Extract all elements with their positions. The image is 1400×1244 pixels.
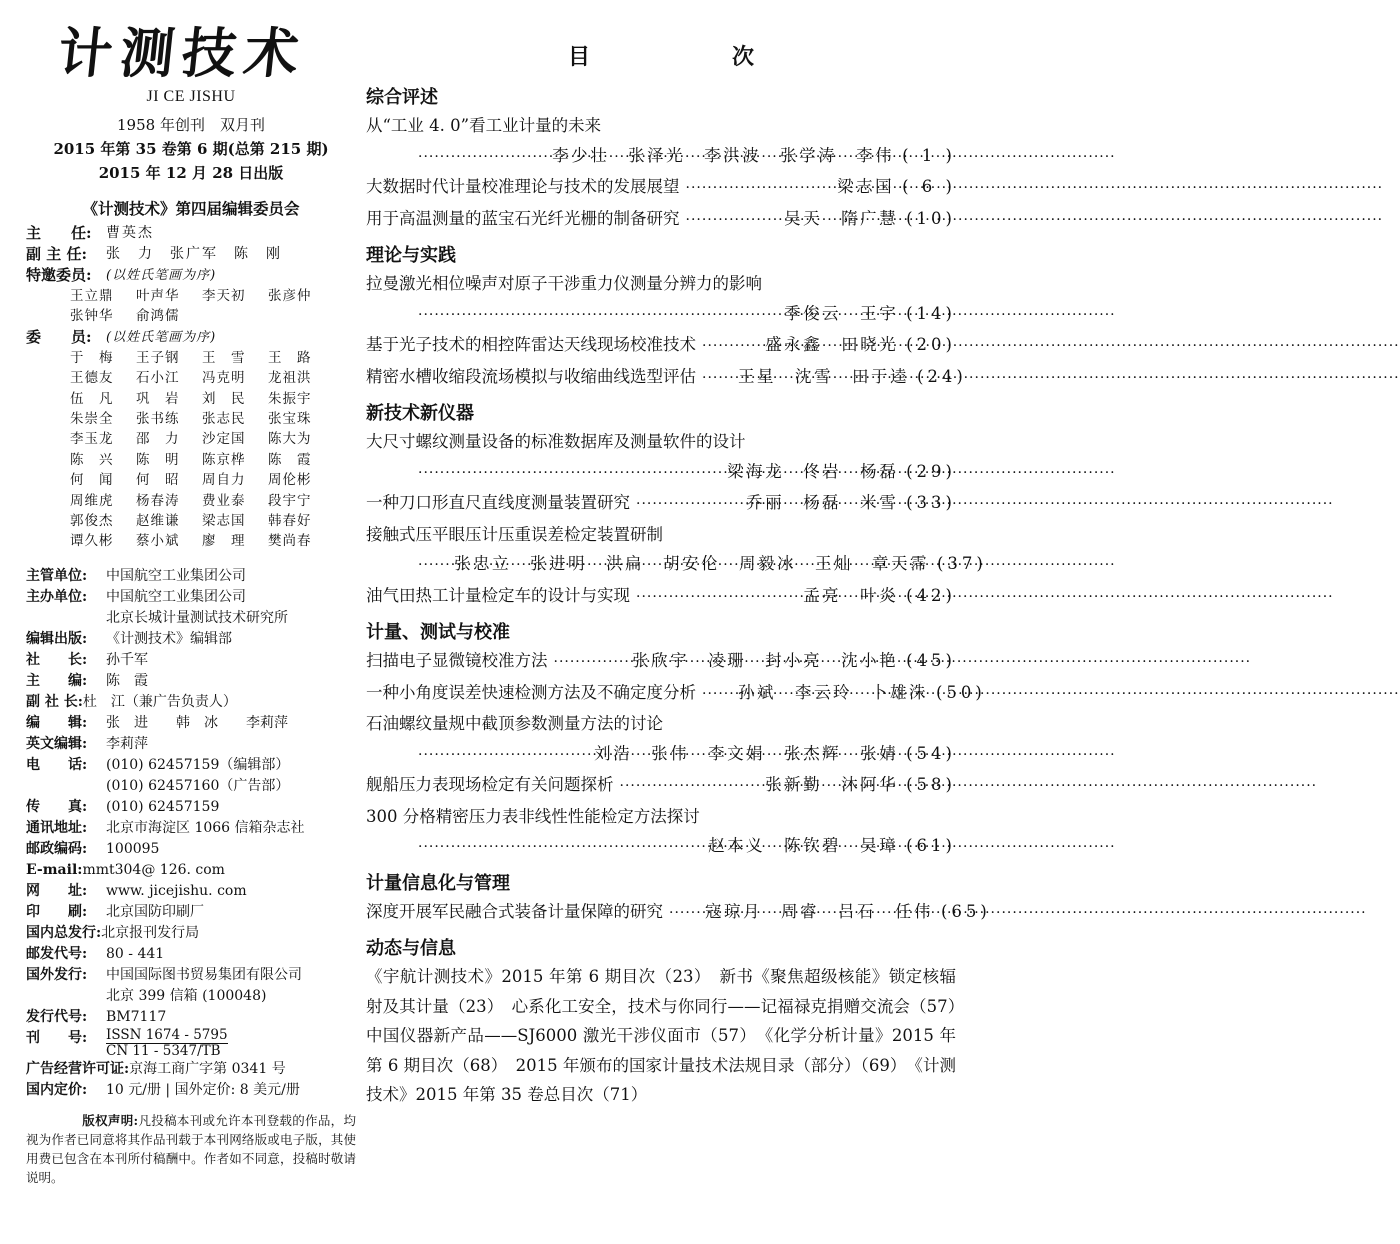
leader-dots <box>636 490 740 520</box>
toc-entry-page: (65) <box>941 901 991 921</box>
toc-entry-page: (10) <box>906 208 956 228</box>
toc-section-title: 计量、测试与校准 <box>366 622 510 643</box>
board-member: 谭久彬 <box>70 533 114 550</box>
board-member: 沙定国 <box>202 431 246 448</box>
board-member: 陈 兴 <box>70 451 114 468</box>
info-value: 《计测技术》编辑部 <box>106 630 232 647</box>
toc-entry-page: (14) <box>906 303 956 323</box>
board-member: 于 梅 <box>70 349 114 366</box>
price-label: 国内定价: <box>26 1081 88 1098</box>
toc-entry-authors: 王星 沈雪 田于逵 <box>738 366 909 386</box>
board-member: 王 雪 <box>202 349 246 366</box>
toc-section-title: 计量信息化与管理 <box>366 872 510 894</box>
special-member: 李天初 <box>202 288 246 304</box>
board-member: 周自力 <box>202 472 246 489</box>
info-value: 中国航空工业集团公司 <box>106 567 246 584</box>
ad-license-row <box>26 1059 356 1080</box>
leader-dots <box>418 301 778 331</box>
board-member: 陈 明 <box>136 451 180 468</box>
toc-entry-page: (54) <box>906 743 956 763</box>
info-label <box>26 608 106 629</box>
toc-entry-authors: 吴天 隋广慧 <box>784 208 899 228</box>
toc-entry[interactable] <box>366 581 956 613</box>
info-label: 主办单位: <box>26 588 88 605</box>
board-member: 巩 岩 <box>136 390 180 407</box>
founded-line: 1958 年创刊 双月刊 <box>117 116 265 134</box>
leader-dots <box>702 364 732 394</box>
info-row <box>26 608 356 629</box>
info-row <box>26 776 356 797</box>
toc-entry-page: (24) <box>917 366 967 386</box>
info-value: 张 进 韩 冰 李莉萍 <box>106 714 288 731</box>
leader-dots <box>418 833 702 863</box>
board-member: 伍 凡 <box>70 390 114 407</box>
copyright-notice <box>26 1111 356 1187</box>
info-label <box>26 776 106 797</box>
toc-entry-page: ( 6 ) <box>902 177 956 196</box>
toc-section-title: 动态与信息 <box>366 938 456 959</box>
board-member: 樊尚春 <box>268 533 312 550</box>
board-member: 周伦彬 <box>268 472 312 489</box>
board-member: 张书练 <box>136 411 180 428</box>
toc-entry[interactable] <box>366 770 956 802</box>
toc-entry-title: 扫描电子显微镜校准方法 <box>366 651 548 670</box>
special-member: 叶声华 <box>136 288 180 304</box>
info-value: 100095 <box>106 840 160 857</box>
toc-entry-title: 深度开展军民融合式装备计量保障的研究 <box>366 901 663 921</box>
toc-entry-authors: 张忠立 张进明 洪扁 胡安伦 周毅冰 王灿 章天霈 <box>454 554 929 573</box>
toc-entry-authors: 季俊云 王宇 <box>784 303 899 323</box>
masthead-column <box>26 18 356 1187</box>
toc-entry-authors: 寇琼月 周睿 吕石 任伟 <box>705 901 933 921</box>
board-title: 《计测技术》第四届编辑委员会 <box>82 199 300 218</box>
toc-entry[interactable] <box>366 330 956 362</box>
info-value: 李莉萍 <box>106 735 148 752</box>
toc-title: 目 次 <box>567 44 814 70</box>
toc-entry-title: 舰船压力表现场检定有关问题探析 <box>366 775 614 794</box>
leader-dots <box>418 459 721 489</box>
issn-label: 刊 号: <box>26 1029 88 1046</box>
toc-entry[interactable] <box>366 204 956 236</box>
board-special <box>26 265 356 286</box>
toc-entry-title: 油气田热工计量检定车的设计与实现 <box>366 585 630 605</box>
toc-entry-page: (20) <box>906 335 956 354</box>
toc-entry-page: (42) <box>906 585 956 605</box>
toc-section-title: 理论与实践 <box>366 245 456 266</box>
toc-entry-page: (37) <box>937 554 987 573</box>
toc-entry-authors: 张新勤 沐阿华 <box>765 775 899 794</box>
toc-entry-title[interactable]: 拉曼激光相位噪声对原子干涉重力仪测量分辨力的影响 <box>366 274 762 293</box>
info-value: (010) 62457159 <box>106 798 220 815</box>
table-of-contents <box>366 40 991 1110</box>
toc-entry-title: 精密水槽收缩段流场模拟与收缩曲线选型评估 <box>366 366 696 386</box>
board-vice-names: 张 力 张广军 陈 刚 <box>106 246 282 262</box>
toc-entry-page: (58) <box>906 775 956 794</box>
toc-entry-title: 基于光子技术的相控阵雷达天线现场校准技术 <box>366 335 696 354</box>
info-label: 印 刷: <box>26 903 88 920</box>
board-member: 何 昭 <box>136 472 180 489</box>
info-row <box>26 965 356 986</box>
info-value: BM7117 <box>106 1008 167 1025</box>
toc-entry[interactable] <box>366 831 956 863</box>
info-value: 孙千军 <box>106 651 148 668</box>
info-label: 国外发行: <box>26 966 88 983</box>
toc-entry-authors: 孟亮 叶炎 <box>803 585 899 605</box>
svg-text:计测技术: 计测技术 <box>55 21 310 85</box>
info-label: 英文编辑: <box>26 735 88 752</box>
toc-entry-title: 一种小角度误差快速检测方法及不确定度分析 <box>366 682 696 702</box>
board-members-label: 委 员: <box>26 327 92 346</box>
copyright-text: 凡投稿本刊或允许本刊登载的作品，均视为作者已同意将其作品刊载于本刊网络版或电子版，其使用费已包含在本刊所付稿酬中。作者如不同意，投稿时敬请说明。 <box>26 1112 356 1185</box>
info-value: 北京市海淀区 1066 信箱杂志社 <box>106 819 305 836</box>
toc-entry[interactable] <box>366 488 956 520</box>
board-member: 廖 理 <box>202 533 246 550</box>
info-row <box>26 587 356 608</box>
leader-dots <box>702 680 732 710</box>
info-row <box>26 692 356 713</box>
board-director <box>26 223 356 244</box>
info-label: 主管单位: <box>26 567 88 584</box>
info-value: 中国航空工业集团公司 <box>106 588 246 605</box>
board-member: 段宇宁 <box>268 492 312 509</box>
info-row <box>26 797 356 818</box>
info-value: 北京长城计量测试技术研究所 <box>106 609 288 626</box>
leader-dots <box>669 899 699 929</box>
price-row <box>26 1080 356 1101</box>
special-member: 王立鼎 <box>70 288 114 304</box>
leader-dots <box>418 143 546 173</box>
toc-entry-page: (50) <box>936 682 986 702</box>
info-label: 网 址: <box>26 882 88 899</box>
toc-entry[interactable] <box>366 457 956 489</box>
toc-entry[interactable] <box>366 299 956 331</box>
info-label: 主 编: <box>26 672 88 689</box>
board-members <box>26 327 356 348</box>
board-member: 梁志国 <box>202 513 246 530</box>
info-row <box>26 650 356 671</box>
price-value: 10 元/册 | 国外定价: 8 美元/册 <box>106 1081 300 1098</box>
toc-entry-authors: 梁志国 <box>837 177 895 196</box>
toc-entry-authors: 孙斌 李云玲 卜雄洙 <box>738 682 928 702</box>
info-value: (010) 62457160（广告部） <box>106 777 290 794</box>
board-director-label: 主 任: <box>26 224 92 242</box>
copyright-label: 版权声明: <box>82 1112 139 1128</box>
info-value: 中国国际图书贸易集团有限公司 <box>106 966 302 983</box>
toc-entry-authors: 张欣宇 凌珊 封小亮 沈小艳 <box>632 651 899 670</box>
info-row <box>26 1007 356 1028</box>
info-row <box>26 923 356 944</box>
board-member: 杨春涛 <box>136 492 180 509</box>
toc-entry-authors: 刘浩 张伟 李文娟 张杰辉 张婧 <box>594 743 899 763</box>
toc-entry-title[interactable]: 300 分格精密压力表非线性性能检定方法探讨 <box>366 806 700 826</box>
info-value: 陈 霞 <box>106 672 148 689</box>
toc-entry-authors: 李少壮 张泽光 李洪波 张学涛 李伟 <box>552 145 895 165</box>
special-members <box>26 286 356 306</box>
info-row <box>26 734 356 755</box>
board-member: 王子钢 <box>136 349 180 366</box>
info-label: 副 社 长: <box>26 693 83 710</box>
info-label: 电 话: <box>26 756 88 773</box>
leader-dots <box>686 174 832 204</box>
toc-entry-authors: 盛永鑫 田晓光 <box>765 335 899 354</box>
special-members-row2 <box>26 306 356 326</box>
publisher-info <box>26 566 356 1028</box>
leader-dots <box>418 551 448 581</box>
toc-entry-page: (45) <box>906 651 956 670</box>
info-label: 传 真: <box>26 798 88 815</box>
toc-entry[interactable] <box>366 897 991 929</box>
toc-entry[interactable] <box>366 549 987 581</box>
news-paragraph: 《宇航计测技术》2015 年第 6 期目次（23） 新书《聚焦超级核能》锁定核辐射及其计量（23） 心系化工安全，技术与你同行——记福禄克捐赠交流会（57） 中国仪器新产品——SJ6000 激光干涉仪面市（57） 《化学分析计量》2015 年第 6 期目次（68） 2015 年颁布的国家计量技术法规目录（部分）（69） 《计测技术》2015 年第 35 卷总目次（71） <box>366 967 973 1104</box>
board-member: 赵维谦 <box>136 513 180 530</box>
info-label: 邮发代号: <box>26 945 88 962</box>
board-member: 刘 民 <box>202 390 246 407</box>
toc-entry-title[interactable]: 接触式压平眼压计压重误差检定装置研制 <box>366 524 663 544</box>
toc-entry-page: (61) <box>906 836 956 855</box>
toc-entry-authors: 乔丽 杨磊 米雪 <box>746 493 899 512</box>
toc-sections <box>366 85 991 928</box>
special-member: 俞鸿儒 <box>136 308 180 325</box>
toc-entry[interactable] <box>366 141 956 173</box>
info-value: 杜 江（兼广告负责人） <box>82 693 237 710</box>
issn-row <box>26 1028 356 1059</box>
ad-license-label: 广告经营许可证: <box>26 1060 130 1077</box>
info-value: www. jicejishu. com <box>106 882 247 899</box>
board-vice <box>26 244 356 265</box>
toc-entry[interactable] <box>366 739 956 771</box>
toc-entry-title: 大数据时代计量校准理论与技术的发展展望 <box>366 177 680 196</box>
toc-entry-page: (29) <box>906 461 956 481</box>
info-row <box>26 566 356 587</box>
publication-date: 2015 年 12 月 28 日出版 <box>98 164 284 182</box>
board-member: 朱振宇 <box>268 390 312 407</box>
board-member: 陈大为 <box>268 431 312 448</box>
board-director-name: 曹英杰 <box>106 225 154 241</box>
info-label: 编辑出版: <box>26 630 88 647</box>
special-member: 张彦仲 <box>268 288 312 304</box>
board-members-note: (以姓氏笔画为序) <box>106 329 217 345</box>
board-member: 邵 力 <box>136 431 180 448</box>
leader-dots <box>418 741 588 771</box>
board-member: 石小江 <box>136 370 180 387</box>
issn-number: ISSN 1674 - 5795 <box>106 1026 228 1043</box>
board-vice-label: 副 主 任: <box>26 245 87 263</box>
toc-entry-title[interactable]: 从“工业 4. 0”看工业计量的未来 <box>366 116 602 135</box>
info-label: 国内总发行: <box>26 924 102 941</box>
leader-dots <box>620 772 760 802</box>
board-member: 周维虎 <box>70 492 114 509</box>
toc-entry[interactable] <box>366 172 956 204</box>
info-value: 北京报刊发行局 <box>101 924 200 941</box>
info-value: 北京 399 信箱 (100048) <box>106 987 267 1004</box>
board-member: 龙祖洪 <box>268 370 312 387</box>
info-row <box>26 986 356 1007</box>
toc-section-title: 综合评述 <box>366 87 438 108</box>
info-value: 北京国防印刷厂 <box>106 903 204 920</box>
info-row <box>26 818 356 839</box>
info-label: E-mail: <box>26 861 83 878</box>
toc-entry-page: (33) <box>906 493 956 512</box>
leader-dots <box>702 332 759 362</box>
info-value: mmt304@ 126. com <box>82 861 225 878</box>
board-member: 韩春好 <box>268 513 312 530</box>
toc-entry-page: ( 1 ) <box>902 145 956 165</box>
board-member: 李玉龙 <box>70 431 114 448</box>
special-member: 张钟华 <box>70 308 114 325</box>
info-label: 社 长: <box>26 651 88 668</box>
info-label <box>26 986 106 1007</box>
info-label: 发行代号: <box>26 1008 88 1025</box>
info-row <box>26 902 356 923</box>
journal-pinyin: JI CE JISHU <box>146 88 236 105</box>
toc-entry-authors: 梁海龙 佟岩 杨磊 <box>727 461 899 481</box>
info-row <box>26 629 356 650</box>
members-grid <box>26 348 356 552</box>
toc-entry[interactable] <box>366 678 986 710</box>
board-member: 冯克明 <box>202 370 246 387</box>
board-member: 王德友 <box>70 370 114 387</box>
issue-line: 2015 年第 35 卷第 6 期(总第 215 期) <box>53 140 329 158</box>
board-member: 费业泰 <box>202 492 246 509</box>
board-member: 蔡小斌 <box>136 533 180 550</box>
info-label: 通讯地址: <box>26 819 88 836</box>
info-row <box>26 881 356 902</box>
toc-entry-title: 用于高温测量的蓝宝石光纤光栅的制备研究 <box>366 208 680 228</box>
leader-dots <box>686 206 779 236</box>
info-value: (010) 62457159（编辑部） <box>106 756 290 773</box>
info-row <box>26 755 356 776</box>
info-value: 80 - 441 <box>106 945 165 962</box>
toc-entry[interactable] <box>366 362 967 394</box>
info-row <box>26 671 356 692</box>
board-member: 朱崇全 <box>70 411 114 428</box>
leader-dots <box>636 583 797 613</box>
journal-logo <box>56 18 316 84</box>
info-row <box>26 944 356 965</box>
info-label: 邮政编码: <box>26 840 88 857</box>
cn-number: CN 11 - 5347/TB <box>106 1042 221 1059</box>
board-member: 张宝珠 <box>268 411 312 428</box>
issn-value <box>106 1028 228 1059</box>
leader-dots <box>554 648 627 678</box>
board-member: 郭俊杰 <box>70 513 114 530</box>
board-special-label: 特邀委员: <box>26 266 92 284</box>
board-member: 王 路 <box>268 349 312 366</box>
toc-entry-authors: 赵本义 陈钦碧 吴璋 <box>708 836 899 855</box>
info-row <box>26 860 356 881</box>
info-label: 编 辑: <box>26 714 88 731</box>
board-special-note: (以姓氏笔画为序) <box>106 268 217 283</box>
board-member: 陈京桦 <box>202 451 246 468</box>
board-member: 张志民 <box>202 411 246 428</box>
toc-entry-title[interactable]: 大尺寸螺纹测量设备的标准数据库及测量软件的设计 <box>366 432 746 451</box>
toc-section-title: 新技术新仪器 <box>366 403 474 424</box>
info-row <box>26 839 356 860</box>
board-member: 何 闻 <box>70 472 114 489</box>
toc-entry-title: 一种刀口形直尺直线度测量装置研究 <box>366 493 630 512</box>
toc-entry-title[interactable]: 石油螺纹量规中截顶参数测量方法的讨论 <box>366 714 663 733</box>
ad-license-value: 京海工商广字第 0341 号 <box>129 1060 286 1077</box>
info-row <box>26 713 356 734</box>
board-member: 陈 霞 <box>268 451 312 468</box>
toc-entry[interactable] <box>366 646 956 678</box>
